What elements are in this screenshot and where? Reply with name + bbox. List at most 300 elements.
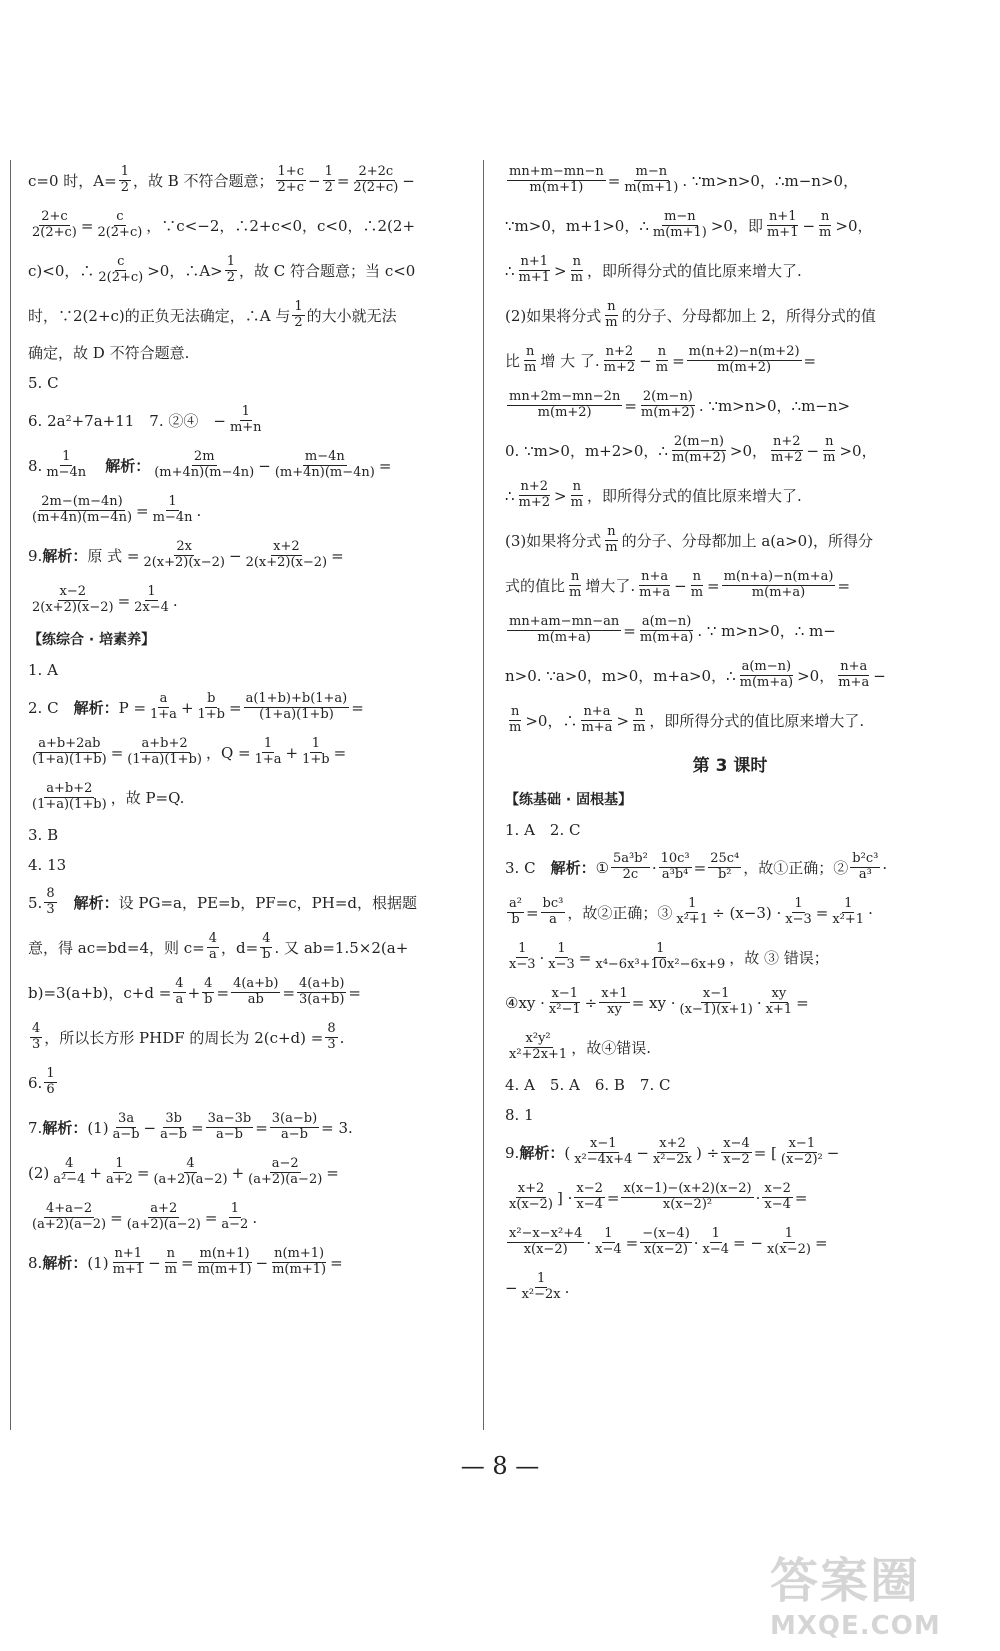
- denominator: (a+2)(a−2): [126, 1217, 201, 1232]
- text-run: =: [623, 621, 636, 640]
- watermark-top: 答案圈: [770, 1553, 921, 1609]
- left-line-19: [28, 925, 478, 970]
- text-run: 的分子、分母都加上 a(a>0)，所得分: [621, 531, 874, 550]
- text-run: = −: [733, 1233, 763, 1252]
- denominator: a: [208, 947, 217, 962]
- text-run: (: [564, 1143, 571, 1162]
- denominator: m: [509, 720, 522, 735]
- denominator: (1+a)(1+b): [127, 752, 202, 767]
- left-line-11: [28, 623, 478, 655]
- right-line-11: [505, 653, 955, 698]
- right-line-2: [505, 248, 955, 293]
- fraction: [119, 165, 131, 196]
- denominator: m−4n: [46, 465, 87, 480]
- denominator: m(m+a): [537, 630, 591, 645]
- numerator: 3(a−b): [271, 1111, 318, 1127]
- fraction: [821, 435, 837, 466]
- numerator: 2m: [193, 449, 215, 465]
- text-run: 增 大 了.: [540, 351, 600, 370]
- text-run: ，Q =: [205, 743, 251, 762]
- fraction: [507, 897, 524, 928]
- denominator: x²−4x+4: [574, 1152, 633, 1167]
- denominator: x(x−2): [523, 1242, 568, 1257]
- denominator: m(m+2): [537, 405, 592, 420]
- numerator: c: [117, 254, 125, 270]
- denominator: a³b⁴: [661, 867, 689, 882]
- numerator: a: [159, 691, 168, 707]
- fraction: [111, 1112, 142, 1143]
- text-run: −: [148, 1253, 161, 1272]
- fraction: [651, 1137, 694, 1168]
- numerator: 1: [794, 896, 803, 912]
- denominator: 2: [120, 180, 129, 195]
- text-run: 5.: [28, 893, 43, 912]
- left-line-1: [28, 203, 478, 248]
- denominator: x+1: [765, 1002, 793, 1017]
- fraction: [253, 737, 284, 768]
- denominator: x−3: [509, 957, 536, 972]
- fraction: [779, 1137, 825, 1168]
- text-run: .: [339, 1028, 345, 1047]
- left-line-24: [28, 1150, 478, 1195]
- fraction: [611, 852, 650, 883]
- text-run: . 又 ab=1.5×2(a+: [274, 938, 409, 957]
- fraction: [569, 480, 585, 511]
- numerator: 1: [518, 941, 527, 957]
- denominator: (m+4n)(m−4n): [32, 510, 133, 525]
- numerator: x−2: [59, 584, 87, 600]
- denominator: m(m+2): [640, 405, 695, 420]
- denominator: x²−1: [548, 1002, 581, 1017]
- text-run: +: [285, 743, 299, 762]
- denominator: 1+b: [302, 752, 330, 767]
- text-run: =: [180, 1253, 194, 1272]
- denominator: 2x−4: [134, 600, 169, 615]
- numerator: 5a³b²: [613, 851, 648, 867]
- denominator: x(x−2): [509, 1197, 553, 1212]
- text-run: 8.: [28, 456, 43, 475]
- left-line-23: [28, 1105, 478, 1150]
- fraction: [522, 345, 538, 376]
- text-run: =: [110, 743, 124, 762]
- fraction: [173, 977, 185, 1008]
- text-run: 设 PG=a，PE=b，PF=c，PH=d，根据题: [118, 893, 418, 912]
- numerator: 1+c: [277, 164, 304, 180]
- fraction: [300, 737, 332, 768]
- numerator: a−2: [271, 1156, 299, 1172]
- denominator: m+a: [639, 585, 671, 600]
- numerator: 2x: [176, 539, 193, 555]
- numerator: n: [634, 704, 644, 720]
- numerator: 1: [711, 1226, 720, 1242]
- fraction: [547, 987, 583, 1018]
- text-run: ·: [539, 948, 545, 967]
- text-run: −: [806, 441, 820, 460]
- numerator: n: [607, 524, 616, 540]
- numerator: n: [570, 569, 580, 585]
- denominator: (x−1)(x+1): [679, 1002, 753, 1017]
- denominator: x−4: [764, 1197, 791, 1212]
- fraction: [30, 737, 109, 768]
- text-run: =: [578, 948, 592, 967]
- numerator: n: [607, 299, 616, 315]
- text-run: >: [554, 486, 567, 505]
- numerator: 4: [32, 1021, 41, 1037]
- fraction: [639, 390, 697, 421]
- text-run: =: [282, 983, 296, 1002]
- fraction: [507, 1032, 569, 1063]
- text-run: ∵m>0，m+1>0，∴: [505, 216, 649, 235]
- denominator: m(m+1): [272, 1262, 327, 1277]
- text-run: (1): [87, 1118, 109, 1137]
- denominator: m(m+1): [529, 180, 584, 195]
- text-run: >0，即: [710, 216, 763, 235]
- denominator: m+a: [838, 675, 870, 690]
- fraction: [219, 1202, 250, 1233]
- denominator: a: [549, 912, 557, 927]
- numerator: x²−x−x²+4: [509, 1226, 583, 1242]
- numerator: a+b+2ab: [38, 736, 101, 752]
- denominator: m: [823, 450, 836, 465]
- numerator: n: [510, 704, 520, 720]
- denominator: (1+a)(1+b): [32, 752, 107, 767]
- denominator: 3: [327, 1037, 336, 1052]
- denominator: 2(2+c): [97, 225, 143, 240]
- denominator: 1+b: [197, 707, 226, 722]
- numerator: n: [692, 569, 702, 585]
- fraction: [228, 405, 264, 436]
- right-column: [505, 158, 955, 1310]
- denominator: x−4: [595, 1242, 622, 1257]
- text-run: =: [136, 1163, 150, 1182]
- text-run: =: [796, 993, 809, 1012]
- numerator: 1: [557, 941, 566, 957]
- numerator: 4: [208, 931, 218, 947]
- fraction: [546, 942, 577, 973]
- fraction: [765, 210, 801, 241]
- left-line-0: [28, 158, 478, 203]
- text-run: 2. C: [28, 698, 74, 717]
- left-line-3: [28, 293, 478, 338]
- numerator: m−n: [635, 164, 668, 180]
- denominator: a²−4: [53, 1172, 86, 1187]
- fraction: [738, 660, 795, 691]
- denominator: (x−2)²: [780, 1152, 823, 1167]
- text-run: = 3.: [321, 1118, 353, 1137]
- numerator: n+a: [583, 704, 611, 720]
- numerator: x−1: [551, 986, 579, 1002]
- fraction: [158, 1112, 189, 1143]
- numerator: 1: [46, 1066, 55, 1082]
- denominator: (1+a)(1+b): [32, 797, 107, 812]
- denominator: a³: [858, 867, 872, 882]
- text-run: ，故 ③ 错误；: [729, 948, 829, 967]
- text-run: (3)如果将分式: [505, 531, 602, 550]
- fraction: [593, 942, 727, 973]
- text-run: 3. B: [28, 826, 59, 844]
- denominator: a−2: [221, 1217, 249, 1232]
- text-run: n>0. ∵a>0，m>0，m+a>0，∴: [505, 666, 736, 685]
- denominator: 2: [324, 180, 333, 195]
- text-run: ，故②正确；③: [567, 903, 673, 922]
- fraction: [507, 942, 538, 973]
- numerator: 8: [46, 886, 55, 902]
- numerator: n: [825, 434, 834, 450]
- numerator: n(m+1): [274, 1246, 325, 1262]
- fraction: [678, 987, 755, 1018]
- fraction: [783, 897, 814, 928]
- numerator: 4(a+b): [299, 976, 345, 992]
- text-run: ·: [882, 858, 888, 877]
- fraction: [151, 495, 195, 526]
- left-line-8: [28, 488, 478, 533]
- fraction: [654, 345, 670, 376]
- fraction: [276, 165, 306, 196]
- numerator: x−1: [590, 1136, 617, 1152]
- fraction: [621, 1182, 753, 1213]
- fraction: [567, 570, 583, 601]
- text-run: . ∵m>n>0，∴m−n>: [698, 396, 851, 415]
- fraction: [579, 705, 614, 736]
- fraction: [701, 1227, 732, 1258]
- denominator: b: [204, 992, 213, 1007]
- fraction: [817, 210, 833, 241]
- numerator: bc³: [542, 896, 564, 912]
- text-run: [90, 457, 105, 475]
- fraction: [517, 480, 553, 511]
- text-run: −: [229, 546, 242, 565]
- fraction: [141, 540, 227, 571]
- denominator: 2: [226, 270, 236, 285]
- left-line-6: [28, 398, 478, 443]
- denominator: x−4: [576, 1197, 603, 1212]
- fraction: [163, 1247, 179, 1278]
- fraction: [104, 1157, 135, 1188]
- numerator: m(n+2)−n(m+2): [688, 344, 800, 360]
- numerator: x−2: [764, 1181, 791, 1197]
- numerator: mn+m−mn−n: [509, 164, 604, 180]
- numerator: 3a−3b: [207, 1111, 252, 1127]
- denominator: (a+2)(a−2): [153, 1172, 228, 1187]
- analysis-label: 解析：: [519, 1143, 565, 1162]
- denominator: x−4: [702, 1242, 730, 1257]
- text-run: [59, 894, 74, 912]
- text-run: >0，: [835, 216, 873, 235]
- text-run: −: [674, 576, 687, 595]
- fraction: [651, 210, 709, 241]
- fraction: [30, 1022, 42, 1053]
- denominator: (1+a)(1+b): [259, 707, 334, 722]
- text-run: ·: [868, 903, 873, 922]
- text-run: ，即所得分式的值比原来增大了.: [649, 711, 865, 730]
- right-line-22: [505, 1100, 955, 1130]
- denominator: xy: [607, 1002, 622, 1017]
- right-line-10: [505, 608, 955, 653]
- text-run: ，故①正确；②: [743, 858, 849, 877]
- text-run: 1. A: [28, 661, 58, 679]
- numerator: 2+2c: [358, 164, 394, 180]
- numerator: m(n+1): [199, 1246, 250, 1262]
- left-line-20: [28, 970, 478, 1015]
- text-run: ，d=: [221, 938, 259, 957]
- numerator: n+2: [773, 434, 801, 450]
- text-run: −: [143, 1118, 157, 1137]
- fraction: [599, 987, 630, 1018]
- text-run: ④xy ·: [505, 993, 545, 1012]
- numerator: mn+2m−mn−2n: [509, 389, 621, 405]
- text-run: ·: [756, 993, 762, 1012]
- denominator: m+2: [603, 360, 636, 375]
- fraction: [638, 615, 695, 646]
- numerator: 4: [175, 976, 184, 992]
- numerator: a²: [509, 896, 522, 912]
- text-run: ·: [755, 1188, 761, 1207]
- numerator: x²y²: [525, 1031, 551, 1047]
- denominator: b: [262, 947, 271, 962]
- left-rule: [10, 160, 11, 1430]
- text-run: =: [378, 456, 392, 475]
- numerator: n+1: [768, 209, 797, 225]
- numerator: n: [166, 1246, 175, 1262]
- left-line-2: [28, 248, 478, 293]
- text-run: =: [80, 216, 94, 235]
- text-run: −: [505, 1278, 518, 1297]
- text-run: ，故④错误.: [571, 1038, 651, 1057]
- denominator: m+1: [518, 270, 551, 285]
- text-run: 【练基础 · 固根基】: [505, 792, 633, 808]
- fraction: [132, 585, 171, 616]
- text-run: c=0 时，A=: [28, 171, 117, 190]
- numerator: n: [572, 254, 581, 270]
- text-run: ÷ (x−3) ·: [712, 903, 782, 922]
- right-line-16: [505, 845, 955, 890]
- numerator: 3a: [118, 1111, 135, 1127]
- text-run: ，所以长方形 PHDF 的周长为 2(c+d) =: [44, 1028, 324, 1047]
- analysis-label: 解析：: [73, 698, 119, 717]
- text-run: =: [607, 171, 621, 190]
- right-line-17: [505, 890, 955, 935]
- fraction: [769, 435, 805, 466]
- fraction: [765, 1227, 813, 1258]
- text-run: ，即所得分式的值比原来增大了.: [586, 486, 802, 505]
- fraction: [202, 977, 214, 1008]
- fraction: [270, 1112, 319, 1143]
- denominator: x²−2x: [521, 1287, 561, 1302]
- text-run: >0，∴A>: [147, 261, 223, 280]
- denominator: b: [511, 912, 520, 927]
- analysis-label: 解析：: [550, 858, 596, 877]
- denominator: m: [164, 1262, 177, 1277]
- text-run: ，故 C 符合题意；当 c<0: [239, 261, 416, 280]
- numerator: c: [116, 209, 124, 225]
- right-line-15: [505, 815, 955, 845]
- numerator: 1: [656, 941, 665, 957]
- fraction: [762, 1182, 793, 1213]
- numerator: 1: [263, 736, 273, 752]
- text-run: ，故 P=Q.: [110, 788, 185, 807]
- numerator: a+b+2: [141, 736, 188, 752]
- text-run: +: [187, 983, 201, 1002]
- column-divider: [483, 160, 484, 1430]
- text-run: 原 式 =: [87, 546, 140, 565]
- text-run: =: [136, 501, 149, 520]
- text-run: 4. A 5. A 6. B 7. C: [505, 1076, 671, 1094]
- denominator: a−b: [160, 1127, 188, 1142]
- text-run: .: [196, 501, 202, 520]
- text-run: =: [606, 1188, 620, 1207]
- text-run: ) ÷: [696, 1143, 720, 1162]
- denominator: 2(2+c): [98, 270, 144, 285]
- denominator: m+2: [518, 495, 551, 510]
- text-run: 的大小就无法: [306, 306, 397, 325]
- numerator: a(m−n): [741, 659, 792, 675]
- text-run: =: [191, 1118, 204, 1137]
- numerator: x(x−1)−(x+2)(x−2): [623, 1181, 752, 1197]
- right-line-26: [505, 1265, 955, 1310]
- left-line-25: [28, 1195, 478, 1240]
- numerator: 2(m−n): [673, 434, 724, 450]
- fraction: [270, 1247, 328, 1278]
- text-run: 0. ∵m>0，m+2>0，∴: [505, 441, 668, 460]
- denominator: m(m+2): [671, 450, 726, 465]
- numerator: 8: [327, 1021, 336, 1037]
- text-run: =: [625, 1233, 639, 1252]
- numerator: 1: [168, 494, 177, 510]
- denominator: x²−2x: [652, 1152, 693, 1167]
- fraction: [196, 692, 228, 723]
- numerator: 1: [241, 404, 250, 420]
- text-run: ·: [586, 1233, 592, 1252]
- fraction: [622, 165, 680, 196]
- text-run: >0，: [797, 666, 835, 685]
- fraction: [569, 255, 585, 286]
- denominator: m: [690, 585, 704, 600]
- right-line-23: [505, 1130, 955, 1175]
- denominator: m: [570, 495, 583, 510]
- text-run: 1. A 2. C: [505, 821, 581, 839]
- text-run: =: [351, 698, 364, 717]
- fraction: [125, 737, 204, 768]
- denominator: a−b: [112, 1127, 140, 1142]
- text-run: =: [331, 546, 344, 565]
- fraction: [96, 255, 145, 286]
- denominator: 2: [294, 315, 303, 330]
- fraction: [231, 977, 280, 1008]
- denominator: 3: [32, 1037, 41, 1052]
- text-run: 6.: [28, 1073, 43, 1092]
- numerator: x+1: [601, 986, 628, 1002]
- numerator: a+b+2: [46, 781, 93, 797]
- text-run: ∴: [505, 261, 515, 280]
- text-run: (2)如果将分式: [505, 306, 602, 325]
- right-line-18: [505, 935, 955, 980]
- denominator: m(m+a): [739, 675, 794, 690]
- text-run: .: [172, 591, 178, 610]
- numerator: 1: [311, 736, 320, 752]
- analysis-label: 解析：: [73, 893, 119, 912]
- text-run: ·: [651, 858, 657, 877]
- text-run: 意，得 ac=bd=4，则 c=: [28, 938, 205, 957]
- denominator: (a+2)(a−2): [32, 1217, 107, 1232]
- numerator: 2m−(m−4n): [41, 494, 123, 510]
- denominator: x(x−2)²: [662, 1197, 713, 1212]
- fraction: [602, 345, 638, 376]
- text-run: . ∵ m>n>0，∴ m−: [697, 621, 836, 640]
- left-line-26: [28, 1240, 478, 1285]
- text-run: . ∵m>n>0，∴m−n>0，: [682, 171, 859, 190]
- text-run: =: [333, 743, 347, 762]
- denominator: m(m+2): [717, 360, 772, 375]
